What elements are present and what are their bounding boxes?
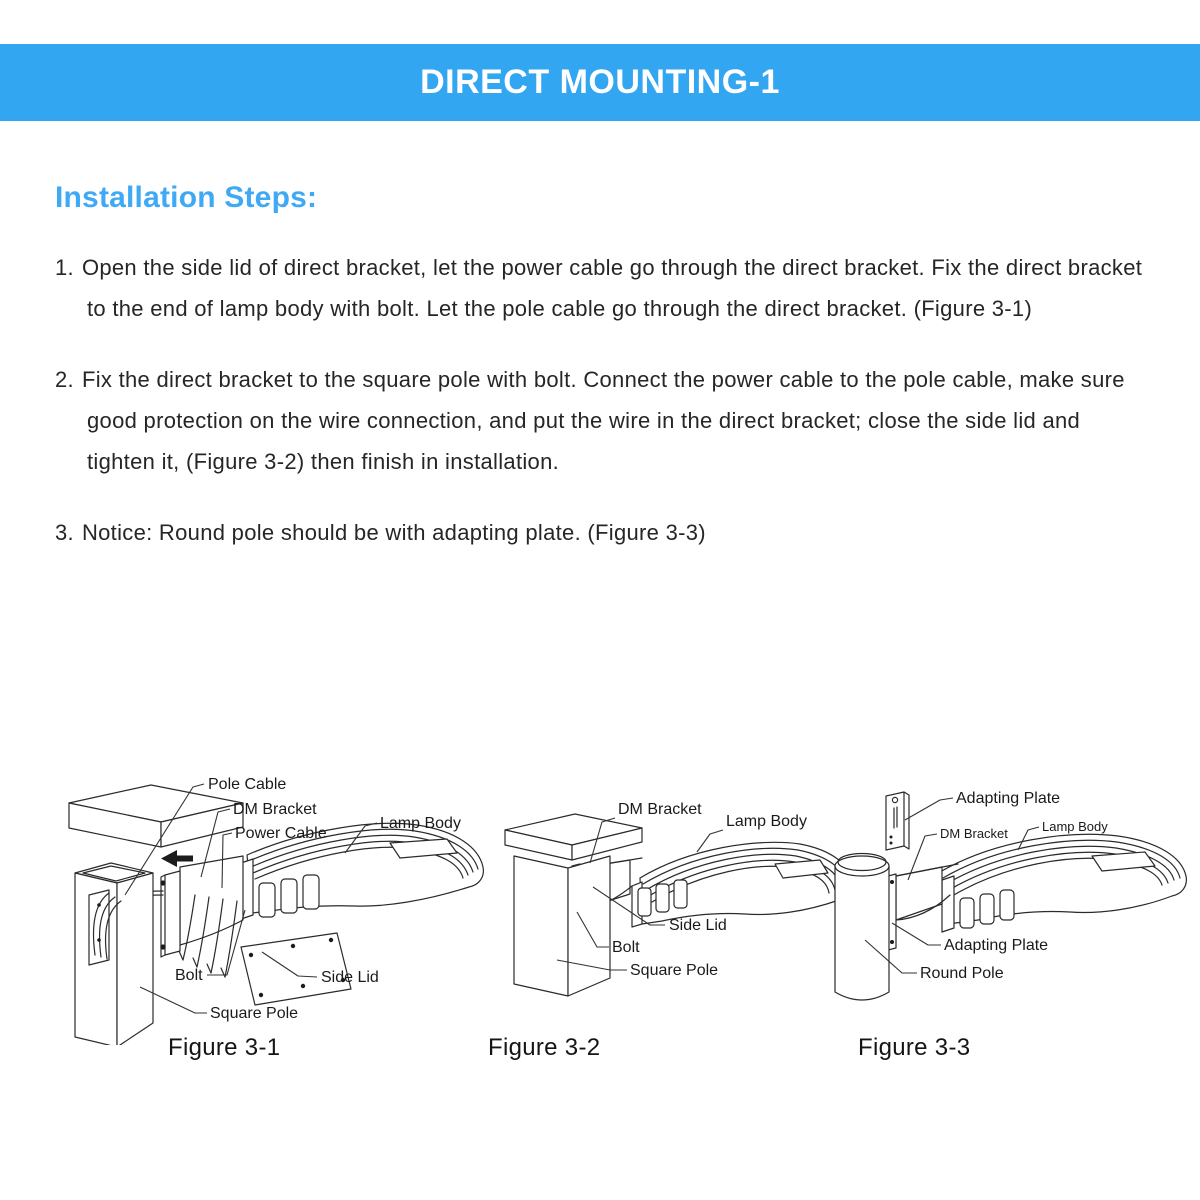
figure-3-2-drawing: [490, 790, 860, 1040]
installation-step-1: [55, 247, 1147, 329]
round-pole-drawing: [835, 854, 889, 1001]
square-pole-drawing: [505, 814, 642, 996]
label-side-lid: Side Lid: [321, 969, 379, 986]
label-dm-bracket: DM Bracket: [940, 826, 1008, 841]
figure-3-3-drawing: [830, 780, 1200, 1035]
page-title: DIRECT MOUNTING-1: [420, 63, 780, 101]
label-bolt: Bolt: [612, 939, 640, 956]
section-heading: Installation Steps:: [55, 181, 318, 214]
installation-step-3: [55, 512, 1147, 553]
label-side-lid: Side Lid: [669, 917, 727, 934]
figure-3-1: [55, 755, 485, 1045]
label-dm-bracket: DM Bracket: [233, 801, 317, 818]
step-number: 2.: [55, 367, 74, 392]
page-title-banner: [0, 44, 1200, 121]
step-number: 1.: [55, 255, 74, 280]
installation-steps-list: [55, 247, 1147, 583]
label-dm-bracket: DM Bracket: [618, 801, 702, 818]
label-lamp-body: Lamp Body: [1042, 819, 1108, 834]
step-text: Open the side lid of direct bracket, let the power cable go through the direct bracket. Fix the direct bracket to the end of lamp body with bolt. Let the pole cable go through the direct bracket. (Figure 3-1): [81, 255, 1143, 321]
figure-3-2: [490, 790, 860, 1040]
figure-3-3: [830, 780, 1200, 1035]
label-lamp-body: Lamp Body: [380, 815, 461, 832]
step-number: 3.: [55, 520, 74, 545]
step-text: Fix the direct bracket to the square pole with bolt. Connect the power cable to the pole cable, make sure good protection on the wire connection, and put the wire in the direct bracket; close the side lid and tighten it, (Figure 3-2) then finish in installation.: [81, 367, 1125, 474]
lamp-body-drawing: [940, 834, 1186, 932]
lamp-body-drawing: [632, 842, 853, 927]
figure-caption: Figure 3-3: [858, 1034, 971, 1061]
figure-caption: Figure 3-1: [168, 1034, 281, 1061]
label-pole-cable: Pole Cable: [208, 776, 287, 793]
label-adapting-plate-bottom: Adapting Plate: [944, 937, 1049, 954]
step-text: Notice: Round pole should be with adapting plate. (Figure 3-3): [81, 520, 706, 545]
label-round-pole: Round Pole: [920, 965, 1004, 982]
label-square-pole: Square Pole: [210, 1005, 299, 1022]
label-square-pole: Square Pole: [630, 962, 719, 979]
adapting-plate-drawing: [886, 792, 909, 850]
label-bolt: Bolt: [175, 967, 203, 984]
figure-3-1-drawing: [55, 755, 485, 1045]
figure-caption: Figure 3-2: [488, 1034, 601, 1061]
installation-step-2: [55, 359, 1147, 482]
label-lamp-body: Lamp Body: [726, 813, 807, 830]
label-adapting-plate-top: Adapting Plate: [956, 790, 1061, 807]
dm-bracket-drawing: [179, 856, 243, 977]
label-power-cable: Power Cable: [235, 825, 327, 842]
direction-arrow-icon: [161, 850, 193, 867]
